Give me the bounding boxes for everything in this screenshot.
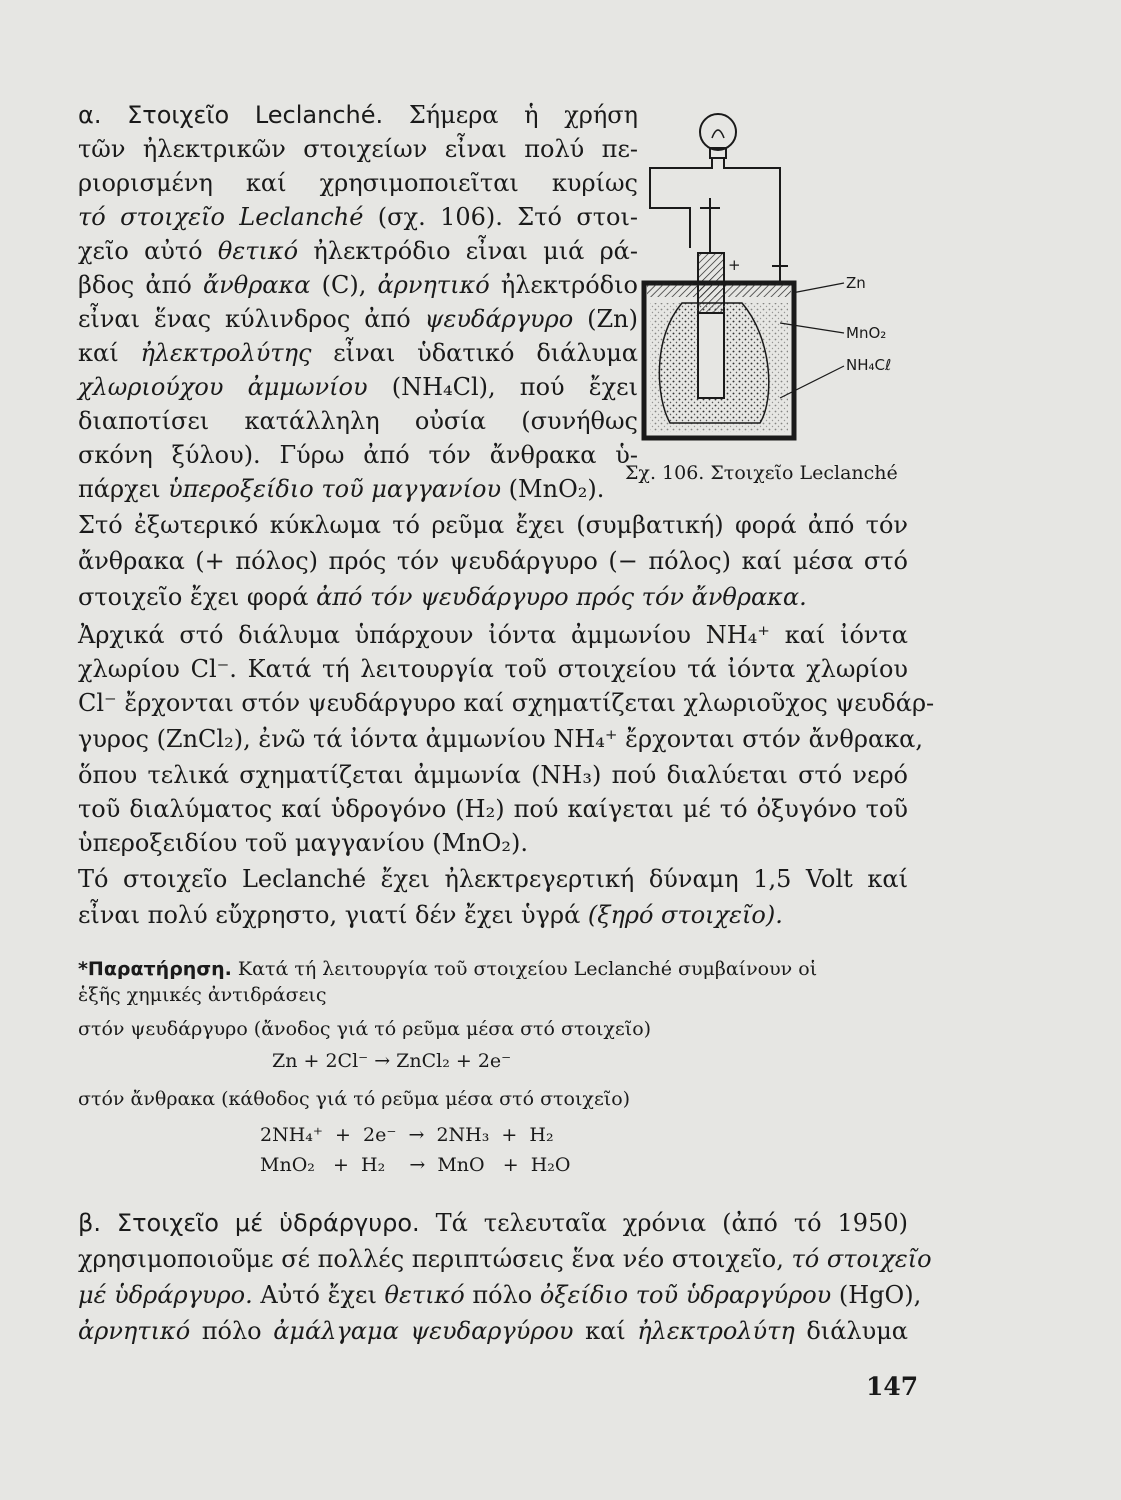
negative-terminal: [772, 266, 788, 283]
section-a-line: [78, 200, 638, 234]
text: τοῦ διαλύματος καί ὑδρογόνο (H₂) πού καίγεται μέ τό ὀξυγόνο τοῦ: [78, 795, 908, 823]
text: (Zn): [573, 305, 638, 333]
section-a-line: [78, 438, 638, 472]
section-a-line: [78, 652, 908, 686]
text: σκόνη ξύλου). Γύρω ἀπό τόν ἄνθρακα ὑ-: [78, 441, 638, 469]
italic-text: ψευδάργυρο: [424, 305, 574, 333]
section-b-line: [78, 1242, 932, 1276]
section-a-line: [78, 508, 908, 542]
carbon-reaction-equation: MnO₂ + H₂ → MnO + H₂O: [260, 1154, 571, 1176]
section-a-text: [409, 101, 638, 129]
section-a-line: [78, 472, 638, 506]
zinc-reaction-label: στόν ψευδάργυρο (ἄνοδος γιά τό ρεῦμα μέσα στό στοιχεῖο): [78, 1018, 652, 1040]
section-a-line: [78, 234, 638, 268]
light-bulb-icon: [700, 114, 736, 158]
text: χρησιμοποιοῦμε σέ πολλές περιπτώσεις ἕνα νέο στοιχεῖο,: [78, 1245, 792, 1273]
section-a-line: [78, 758, 908, 792]
italic-text: ὑπεροξείδιο τοῦ μαγγανίου: [168, 475, 502, 503]
section-a-heading: α. Στοιχεῖο Leclanché.: [78, 101, 384, 129]
section-a-line: [78, 862, 908, 896]
top-seal: [647, 283, 791, 297]
section-a-line: [78, 544, 908, 578]
text: Τά τελευταῖα χρόνια (ἀπό τό 1950): [435, 1209, 908, 1237]
text: Στό ἐξωτερικό κύκλωμα τό ρεῦμα ἔχει (συμβατική) φορά ἀπό τόν: [78, 511, 908, 539]
mno2-label: MnO₂: [846, 324, 887, 342]
text: ὅπου τελικά σχηματίζεται ἀμμωνία (NH₃) πού διαλύεται στό νερό: [78, 761, 908, 789]
italic-text: ἠλεκτρολύτη: [637, 1317, 795, 1345]
note-intro-line: ἑξῆς χημικές ἀντιδράσεις: [78, 984, 327, 1006]
note-title: *Παρατήρηση.: [78, 958, 232, 980]
figure-caption: Σχ. 106. Στοιχεῖο Leclanché: [625, 462, 898, 484]
carbon-reaction-equation: 2NH₄⁺ + 2e⁻ → 2NH₃ + H₂: [260, 1124, 554, 1146]
plus-label: +: [728, 256, 741, 274]
italic-text: χλωριούχου ἀμμωνίου: [78, 373, 368, 401]
italic-text: ἠλεκτρολύτης: [140, 339, 312, 367]
section-a-line: [78, 166, 638, 200]
note-intro-line: [78, 956, 908, 982]
section-b-heading: β. Στοιχεῖο μέ ὑδράργυρο.: [78, 1209, 420, 1237]
section-a-line: [78, 132, 638, 166]
leclanche-cell-figure: [630, 98, 920, 498]
section-a-line: [78, 302, 638, 336]
leclanche-cell-diagram: [630, 98, 920, 458]
text: ὑπεροξειδίου τοῦ μαγγανίου (MnO₂).: [78, 829, 528, 857]
section-a-line: [78, 686, 935, 720]
text: ριορισμένη καί χρησιμοποιεῖται κυρίως: [78, 169, 638, 197]
text: εἶναι πολύ εὔχρηστο, γιατί δέν ἔχει ὑγρά: [78, 901, 588, 929]
text: (C),: [310, 271, 378, 299]
section-a-line: [78, 792, 908, 826]
italic-text: θετικό: [384, 1281, 465, 1309]
section-a-line: [78, 98, 638, 132]
italic-text: τό στοιχεῖο Leclanché: [78, 203, 364, 231]
nh4cl-label: NH₄Cℓ: [846, 356, 892, 374]
italic-text: (ξηρό στοιχεῖο).: [587, 901, 783, 929]
text: τῶν ἠλεκτρικῶν στοιχείων εἶναι πολύ πε-: [78, 135, 638, 163]
section-a-line: [78, 826, 908, 860]
italic-text: θετικό: [217, 237, 299, 265]
text: πάρχει: [78, 475, 169, 503]
text: Αὐτό ἔχει: [252, 1281, 385, 1309]
section-a-line: [78, 618, 908, 652]
text: (NH₄Cl), πού ἔχει: [367, 373, 638, 401]
section-b-text: [436, 1209, 908, 1237]
external-circuit-wires: [650, 158, 780, 266]
text: διάλυμα: [794, 1317, 909, 1345]
text: ἠλεκτρόδιο εἶναι μιά ρά-: [298, 237, 638, 265]
section-a-line: [78, 336, 638, 370]
italic-text: ἄνθρακα: [202, 271, 311, 299]
italic-text: τό στοιχεῖο: [791, 1245, 932, 1273]
section-a-line: [78, 580, 908, 614]
text: βδος ἀπό: [78, 271, 203, 299]
italic-text: μέ ὑδράργυρο.: [78, 1281, 253, 1309]
text: (σχ. 106). Στό στοι-: [363, 203, 638, 231]
text: χλωρίου Cl⁻. Κατά τή λειτουργία τοῦ στοιχείου τά ἰόντα χλωρίου: [78, 655, 908, 683]
text: γυρος (ZnCl₂), ἐνῶ τά ἰόντα ἀμμωνίου NH₄⁺ ἔρχονται στόν ἄνθρακα,: [78, 725, 923, 753]
text: καί: [78, 339, 141, 367]
text: χεῖο αὐτό: [78, 237, 218, 265]
italic-text: ἀρνητικό: [78, 1317, 191, 1345]
note-intro-text: Κατά τή λειτουργία τοῦ στοιχείου Leclanché συμβαίνουν οἱ: [237, 958, 818, 980]
text: Cl⁻ ἔρχονται στόν ψευδάργυρο καί σχηματίζεται χλωριοῦχος ψευδάρ-: [78, 689, 935, 717]
italic-text: ἀπό τόν ψευδάργυρο πρός τόν ἄνθρακα.: [316, 583, 807, 611]
italic-text: ἀρνητικό: [377, 271, 490, 299]
text: διαποτίσει κατάλληλη οὐσία (συνήθως: [78, 407, 638, 435]
text: στοιχεῖο ἔχει φορά: [78, 583, 317, 611]
text: Ἀρχικά στό διάλυμα ὑπάρχουν ἰόντα ἀμμωνίου NH₄⁺ καί ἰόντα: [78, 621, 908, 649]
italic-text: ὀξείδιο τοῦ ὑδραργύρου: [539, 1281, 832, 1309]
section-a-line: [78, 898, 908, 932]
section-a-line: [78, 370, 638, 404]
section-b-line: [78, 1206, 908, 1240]
page-number: 147: [866, 1372, 919, 1401]
text: καί: [573, 1317, 638, 1345]
section-a-line: [78, 404, 638, 438]
zinc-reaction-equation: Zn + 2Cl⁻ → ZnCl₂ + 2e⁻: [272, 1050, 512, 1072]
text: ἄνθρακα (+ πόλος) πρός τόν ψευδάργυρο (− πόλος) καί μέσα στό: [78, 547, 908, 575]
carbon-reaction-label: στόν ἄνθρακα (κάθοδος γιά τό ρεῦμα μέσα στό στοιχεῖο): [78, 1088, 631, 1110]
section-a-line: [78, 268, 638, 302]
section-b-line: [78, 1314, 908, 1348]
text: Τό στοιχεῖο Leclanché ἔχει ἠλεκτρεγερτική δύναμη 1,5 Volt καί: [78, 865, 908, 893]
italic-text: ἀμάλγαμα ψευδαργύρου: [273, 1317, 574, 1345]
zinc-label: Zn: [846, 274, 866, 292]
text: Σήμερα ἡ χρήση: [408, 101, 639, 129]
text: (MnO₂).: [501, 475, 605, 503]
section-b-line: [78, 1278, 922, 1312]
section-a-line: [78, 722, 923, 756]
text: πόλο: [464, 1281, 540, 1309]
text: πόλο: [190, 1317, 274, 1345]
text: εἶναι ἕνας κύλινδρος ἀπό: [78, 305, 425, 333]
text: ἠλεκτρόδιο: [489, 271, 638, 299]
text: (HgO),: [831, 1281, 922, 1309]
text: εἶναι ὑδατικό διάλυμα: [311, 339, 638, 367]
